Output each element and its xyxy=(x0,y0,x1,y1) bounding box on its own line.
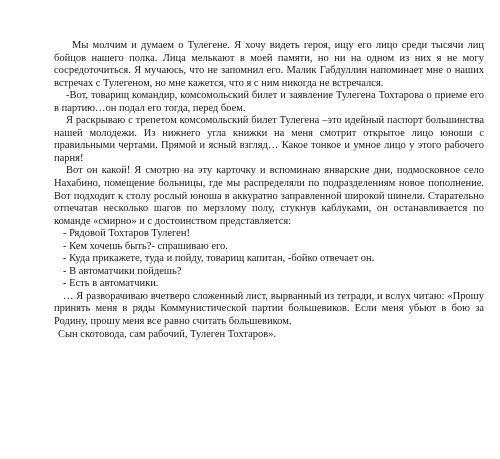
dialogue-line-5: - Есть в автоматчики. xyxy=(63,278,159,290)
paragraph-1: Мы молчим и думаем о Тулегене. Я хочу видеть героя, ищу его лицо среди тысячи лиц бойцов нашего полка. Лица мелькают в моей памяти, но ни на одном из них я не могу сосредоточиться. Я мучаюсь, что не запомнил его. Малик Габдуллин напоминает мне о наших встречах с Тулегеном, но мне кажется, что я с ним никогда не встречался. xyxy=(54,40,484,89)
paragraph-3: Я раскрываю с трепетом комсомольский билет Тулегена –это идейный паспорт большинства нашей молодежи. Из нижнего угла книжки на меня смотрит открытое лицо юноши с правильными чертами. Прямой и ясный взгляд… Какое тонкое и умное лицо у этого рабочего парня! xyxy=(54,115,484,164)
dialogue-line-4: - В автоматчики пойдешь? xyxy=(63,265,182,277)
signature-line: Сын скотовода, сам рабочий, Тулеген Тохтаров». xyxy=(58,328,277,340)
dialogue-line-2: - Кем хочешь быть?- спрашиваю его. xyxy=(63,240,228,252)
paragraph-2: -Вот, товарищ командир, комсомольский билет и заявление Тулегена Тохтарова о приеме его в партию…он подал его тогда, перед боем. xyxy=(54,90,484,114)
dialogue-line-1: - Рядовой Тохтаров Тулеген! xyxy=(63,228,190,240)
dialogue-line-3: - Куда прикажете, туда и пойду, товарищ капитан, -бойко отвечает он. xyxy=(63,253,375,265)
document-page xyxy=(54,40,484,341)
closing-paragraph: … Я разворачиваю вчетверо сложенный лист, вырванный из тетради, и вслух читаю: «Прошу принять меня в ряды Коммунистической партии большевиков. Если меня убьют в бою за Родину, прошу меня все равно считать большевиком. xyxy=(54,290,484,328)
paragraph-4: Вот он какой! Я смотрю на эту карточку и вспоминаю январские дни, подмосковное село Нахабино, помещение больницы, где мы распределяли по подразделениям новое пополнение. Вот подходит к столу рослый юноша в аккуратно заправленной широкой шинели. Старательно отпечатав несколько шагов по мерзлому полу, стукнув каблуками, он останавливается по команде «смирно» и с достоинством представляется: xyxy=(54,165,484,227)
